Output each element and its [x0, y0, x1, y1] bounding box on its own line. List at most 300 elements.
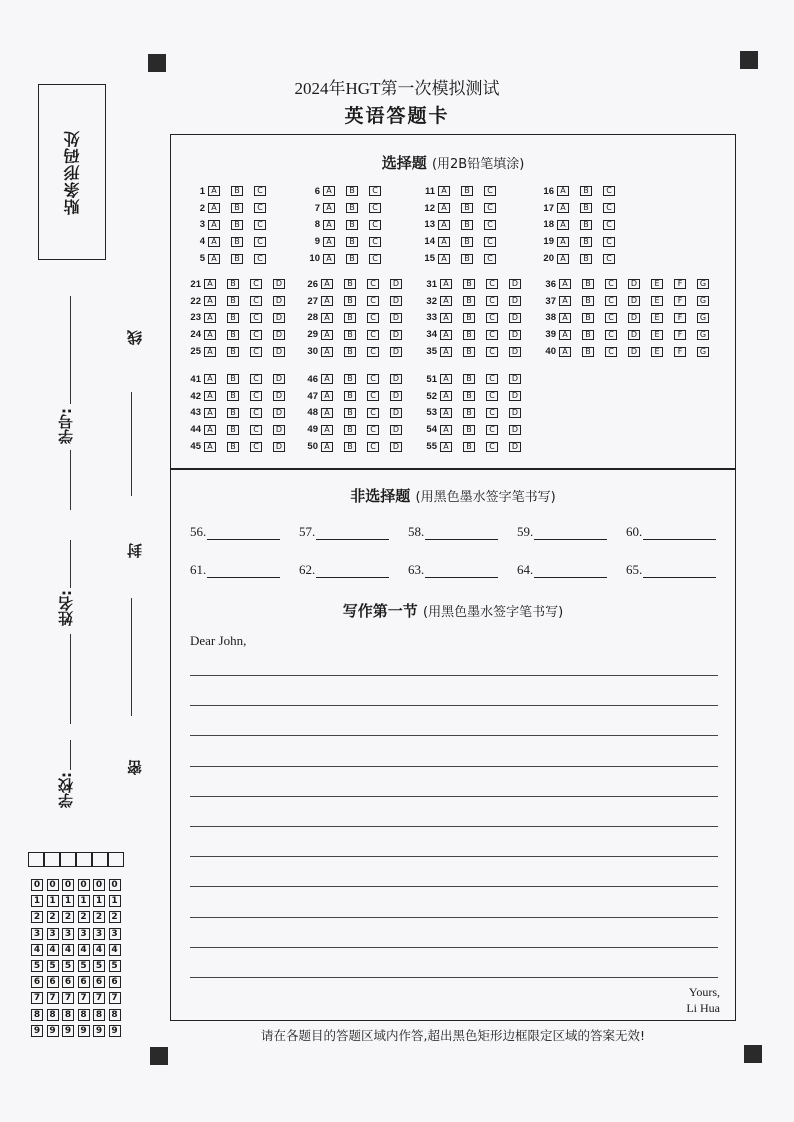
- id-digit-bubble[interactable]: 9: [31, 1025, 43, 1037]
- answer-bubble[interactable]: D: [628, 296, 640, 306]
- answer-bubble[interactable]: B: [346, 203, 358, 213]
- id-digit-bubble[interactable]: 7: [78, 992, 90, 1004]
- answer-bubble[interactable]: B: [344, 347, 356, 357]
- answer-bubble[interactable]: D: [273, 408, 285, 418]
- answer-bubble[interactable]: D: [509, 391, 521, 401]
- answer-bubble[interactable]: C: [486, 391, 498, 401]
- id-digit-bubble[interactable]: 6: [93, 976, 105, 988]
- answer-bubble[interactable]: A: [440, 313, 452, 323]
- id-write-box[interactable]: [44, 852, 60, 867]
- id-digit-bubble[interactable]: 8: [62, 1009, 74, 1021]
- answer-bubble[interactable]: C: [605, 279, 617, 289]
- answer-bubble[interactable]: F: [674, 296, 686, 306]
- answer-bubble[interactable]: B: [231, 254, 243, 264]
- answer-bubble[interactable]: A: [440, 279, 452, 289]
- answer-bubble[interactable]: B: [346, 186, 358, 196]
- answer-bubble[interactable]: B: [461, 237, 473, 247]
- answer-bubble[interactable]: A: [321, 391, 333, 401]
- id-digit-bubble[interactable]: 3: [31, 928, 43, 940]
- answer-bubble[interactable]: C: [250, 279, 262, 289]
- answer-bubble[interactable]: A: [557, 186, 569, 196]
- answer-bubble[interactable]: A: [438, 220, 450, 230]
- answer-bubble[interactable]: C: [605, 330, 617, 340]
- answer-bubble[interactable]: C: [484, 186, 496, 196]
- answer-bubble[interactable]: C: [367, 279, 379, 289]
- id-digit-bubble[interactable]: 4: [47, 944, 59, 956]
- answer-bubble[interactable]: C: [254, 186, 266, 196]
- id-digit-bubble[interactable]: 7: [31, 992, 43, 1004]
- answer-bubble[interactable]: D: [390, 374, 402, 384]
- answer-bubble[interactable]: D: [509, 408, 521, 418]
- answer-bubble[interactable]: C: [254, 254, 266, 264]
- answer-bubble[interactable]: B: [227, 296, 239, 306]
- id-digit-bubble[interactable]: 2: [78, 911, 90, 923]
- answer-bubble[interactable]: A: [204, 425, 216, 435]
- answer-bubble[interactable]: B: [463, 279, 475, 289]
- answer-bubble[interactable]: A: [321, 296, 333, 306]
- student-id-field[interactable]: [70, 296, 71, 404]
- answer-bubble[interactable]: C: [367, 296, 379, 306]
- answer-bubble[interactable]: B: [231, 237, 243, 247]
- answer-bubble[interactable]: B: [344, 313, 356, 323]
- answer-bubble[interactable]: A: [440, 330, 452, 340]
- answer-bubble[interactable]: A: [440, 442, 452, 452]
- answer-bubble[interactable]: A: [440, 391, 452, 401]
- answer-bubble[interactable]: C: [603, 237, 615, 247]
- answer-bubble[interactable]: C: [605, 347, 617, 357]
- answer-bubble[interactable]: D: [509, 374, 521, 384]
- blank-64[interactable]: 64.: [517, 562, 626, 578]
- answer-bubble[interactable]: C: [486, 408, 498, 418]
- id-digit-bubble[interactable]: 1: [109, 895, 121, 907]
- answer-bubble[interactable]: G: [697, 313, 709, 323]
- id-digit-bubble[interactable]: 6: [78, 976, 90, 988]
- answer-bubble[interactable]: C: [603, 203, 615, 213]
- answer-bubble[interactable]: C: [486, 442, 498, 452]
- id-digit-bubble[interactable]: 8: [47, 1009, 59, 1021]
- answer-bubble[interactable]: C: [369, 254, 381, 264]
- id-digit-bubble[interactable]: 4: [78, 944, 90, 956]
- answer-bubble[interactable]: B: [463, 391, 475, 401]
- answer-bubble[interactable]: A: [321, 279, 333, 289]
- answer-bubble[interactable]: B: [580, 186, 592, 196]
- id-digit-bubble[interactable]: 0: [78, 879, 90, 891]
- answer-bubble[interactable]: A: [559, 330, 571, 340]
- answer-bubble[interactable]: C: [603, 220, 615, 230]
- answer-bubble[interactable]: C: [605, 296, 617, 306]
- answer-bubble[interactable]: A: [559, 313, 571, 323]
- answer-bubble[interactable]: B: [344, 374, 356, 384]
- answer-bubble[interactable]: D: [509, 425, 521, 435]
- answer-bubble[interactable]: D: [273, 313, 285, 323]
- id-digit-bubble[interactable]: 2: [62, 911, 74, 923]
- answer-bubble[interactable]: B: [227, 313, 239, 323]
- writing-line[interactable]: [190, 766, 718, 767]
- answer-bubble[interactable]: F: [674, 347, 686, 357]
- id-digit-bubble[interactable]: 0: [31, 879, 43, 891]
- answer-bubble[interactable]: B: [463, 374, 475, 384]
- id-digit-bubble[interactable]: 6: [47, 976, 59, 988]
- id-digit-bubble[interactable]: 3: [109, 928, 121, 940]
- answer-bubble[interactable]: C: [603, 254, 615, 264]
- answer-bubble[interactable]: B: [463, 313, 475, 323]
- answer-bubble[interactable]: B: [227, 425, 239, 435]
- answer-bubble[interactable]: E: [651, 279, 663, 289]
- answer-bubble[interactable]: A: [204, 313, 216, 323]
- blank-62[interactable]: 62.: [299, 562, 408, 578]
- id-digit-bubble[interactable]: 7: [47, 992, 59, 1004]
- answer-bubble[interactable]: B: [461, 220, 473, 230]
- id-digit-bubble[interactable]: 8: [109, 1009, 121, 1021]
- id-digit-bubble[interactable]: 2: [31, 911, 43, 923]
- id-digit-bubble[interactable]: 5: [47, 960, 59, 972]
- answer-bubble[interactable]: C: [250, 408, 262, 418]
- answer-bubble[interactable]: G: [697, 296, 709, 306]
- answer-bubble[interactable]: B: [231, 186, 243, 196]
- answer-bubble[interactable]: D: [390, 279, 402, 289]
- id-digit-bubble[interactable]: 8: [31, 1009, 43, 1021]
- id-digit-bubble[interactable]: 3: [78, 928, 90, 940]
- id-digit-bubble[interactable]: 1: [47, 895, 59, 907]
- answer-bubble[interactable]: A: [440, 425, 452, 435]
- writing-line[interactable]: [190, 796, 718, 797]
- answer-bubble[interactable]: D: [390, 330, 402, 340]
- answer-bubble[interactable]: B: [346, 237, 358, 247]
- answer-bubble[interactable]: C: [367, 442, 379, 452]
- answer-bubble[interactable]: C: [250, 296, 262, 306]
- answer-bubble[interactable]: B: [580, 254, 592, 264]
- blank-60[interactable]: 60.: [626, 524, 735, 540]
- writing-line[interactable]: [190, 886, 718, 887]
- answer-bubble[interactable]: B: [463, 296, 475, 306]
- id-write-box[interactable]: [28, 852, 44, 867]
- answer-bubble[interactable]: E: [651, 330, 663, 340]
- answer-bubble[interactable]: C: [367, 347, 379, 357]
- answer-bubble[interactable]: B: [463, 442, 475, 452]
- answer-bubble[interactable]: F: [674, 313, 686, 323]
- answer-bubble[interactable]: A: [438, 186, 450, 196]
- answer-bubble[interactable]: D: [390, 313, 402, 323]
- id-digit-bubble[interactable]: 2: [47, 911, 59, 923]
- id-digit-bubble[interactable]: 0: [62, 879, 74, 891]
- answer-bubble[interactable]: D: [628, 330, 640, 340]
- answer-bubble[interactable]: A: [321, 330, 333, 340]
- answer-bubble[interactable]: A: [559, 347, 571, 357]
- answer-bubble[interactable]: D: [273, 347, 285, 357]
- answer-bubble[interactable]: A: [440, 296, 452, 306]
- id-digit-bubble[interactable]: 1: [78, 895, 90, 907]
- answer-bubble[interactable]: B: [463, 347, 475, 357]
- id-write-box[interactable]: [76, 852, 92, 867]
- answer-bubble[interactable]: A: [204, 279, 216, 289]
- answer-bubble[interactable]: C: [484, 220, 496, 230]
- answer-bubble[interactable]: C: [369, 203, 381, 213]
- id-digit-bubble[interactable]: 5: [78, 960, 90, 972]
- answer-bubble[interactable]: C: [250, 347, 262, 357]
- answer-bubble[interactable]: C: [250, 313, 262, 323]
- answer-bubble[interactable]: A: [440, 347, 452, 357]
- answer-bubble[interactable]: A: [208, 220, 220, 230]
- id-digit-bubble[interactable]: 6: [31, 976, 43, 988]
- answer-bubble[interactable]: C: [250, 391, 262, 401]
- id-digit-bubble[interactable]: 7: [93, 992, 105, 1004]
- id-digit-bubble[interactable]: 3: [47, 928, 59, 940]
- answer-bubble[interactable]: B: [580, 220, 592, 230]
- answer-bubble[interactable]: B: [582, 313, 594, 323]
- answer-bubble[interactable]: D: [509, 330, 521, 340]
- blank-59[interactable]: 59.: [517, 524, 626, 540]
- answer-bubble[interactable]: D: [509, 347, 521, 357]
- answer-bubble[interactable]: A: [208, 237, 220, 247]
- answer-bubble[interactable]: C: [250, 442, 262, 452]
- answer-bubble[interactable]: C: [484, 254, 496, 264]
- id-digit-bubble[interactable]: 0: [93, 879, 105, 891]
- answer-bubble[interactable]: A: [440, 408, 452, 418]
- answer-bubble[interactable]: B: [227, 347, 239, 357]
- answer-bubble[interactable]: D: [273, 330, 285, 340]
- answer-bubble[interactable]: A: [208, 203, 220, 213]
- id-digit-bubble[interactable]: 5: [93, 960, 105, 972]
- answer-bubble[interactable]: A: [321, 425, 333, 435]
- answer-bubble[interactable]: C: [367, 391, 379, 401]
- writing-line[interactable]: [190, 977, 718, 978]
- answer-bubble[interactable]: B: [461, 203, 473, 213]
- blank-56[interactable]: 56.: [190, 524, 299, 540]
- answer-bubble[interactable]: B: [227, 330, 239, 340]
- id-write-box[interactable]: [92, 852, 108, 867]
- answer-bubble[interactable]: E: [651, 296, 663, 306]
- answer-bubble[interactable]: B: [461, 186, 473, 196]
- answer-bubble[interactable]: B: [227, 279, 239, 289]
- id-digit-bubble[interactable]: 8: [93, 1009, 105, 1021]
- writing-line[interactable]: [190, 826, 718, 827]
- answer-bubble[interactable]: C: [484, 237, 496, 247]
- id-digit-bubble[interactable]: 7: [62, 992, 74, 1004]
- id-digit-bubble[interactable]: 6: [109, 976, 121, 988]
- answer-bubble[interactable]: D: [273, 296, 285, 306]
- answer-bubble[interactable]: D: [390, 296, 402, 306]
- answer-bubble[interactable]: A: [559, 279, 571, 289]
- answer-bubble[interactable]: A: [557, 203, 569, 213]
- answer-bubble[interactable]: G: [697, 347, 709, 357]
- id-digit-bubble[interactable]: 9: [62, 1025, 74, 1037]
- answer-bubble[interactable]: B: [344, 425, 356, 435]
- blank-57[interactable]: 57.: [299, 524, 408, 540]
- answer-bubble[interactable]: B: [461, 254, 473, 264]
- id-digit-bubble[interactable]: 1: [93, 895, 105, 907]
- writing-line[interactable]: [190, 917, 718, 918]
- answer-bubble[interactable]: B: [463, 330, 475, 340]
- answer-bubble[interactable]: A: [321, 347, 333, 357]
- answer-bubble[interactable]: D: [390, 442, 402, 452]
- answer-bubble[interactable]: C: [250, 330, 262, 340]
- answer-bubble[interactable]: A: [323, 203, 335, 213]
- id-digit-bubble[interactable]: 4: [93, 944, 105, 956]
- answer-bubble[interactable]: A: [204, 391, 216, 401]
- writing-line[interactable]: [190, 735, 718, 736]
- answer-bubble[interactable]: C: [369, 220, 381, 230]
- answer-bubble[interactable]: A: [321, 313, 333, 323]
- answer-bubble[interactable]: C: [250, 374, 262, 384]
- answer-bubble[interactable]: C: [486, 296, 498, 306]
- id-digit-bubble[interactable]: 7: [109, 992, 121, 1004]
- answer-bubble[interactable]: B: [463, 408, 475, 418]
- answer-bubble[interactable]: A: [323, 254, 335, 264]
- id-digit-bubble[interactable]: 4: [109, 944, 121, 956]
- answer-bubble[interactable]: A: [557, 254, 569, 264]
- answer-bubble[interactable]: C: [367, 313, 379, 323]
- answer-bubble[interactable]: A: [204, 408, 216, 418]
- answer-bubble[interactable]: B: [582, 330, 594, 340]
- answer-bubble[interactable]: G: [697, 330, 709, 340]
- answer-bubble[interactable]: D: [390, 408, 402, 418]
- answer-bubble[interactable]: C: [254, 237, 266, 247]
- answer-bubble[interactable]: D: [628, 279, 640, 289]
- answer-bubble[interactable]: A: [557, 237, 569, 247]
- id-digit-bubble[interactable]: 3: [93, 928, 105, 940]
- answer-bubble[interactable]: A: [438, 254, 450, 264]
- id-digit-bubble[interactable]: 0: [47, 879, 59, 891]
- writing-line[interactable]: [190, 675, 718, 676]
- answer-bubble[interactable]: C: [484, 203, 496, 213]
- id-digit-bubble[interactable]: 5: [62, 960, 74, 972]
- exam-id-write-boxes[interactable]: [28, 852, 124, 867]
- id-write-box[interactable]: [108, 852, 124, 867]
- answer-bubble[interactable]: C: [486, 347, 498, 357]
- answer-bubble[interactable]: B: [344, 391, 356, 401]
- name-field[interactable]: [70, 540, 71, 588]
- answer-bubble[interactable]: D: [273, 391, 285, 401]
- answer-bubble[interactable]: D: [273, 374, 285, 384]
- answer-bubble[interactable]: B: [227, 408, 239, 418]
- answer-bubble[interactable]: B: [582, 347, 594, 357]
- answer-bubble[interactable]: B: [582, 279, 594, 289]
- id-digit-bubble[interactable]: 2: [93, 911, 105, 923]
- answer-bubble[interactable]: A: [321, 374, 333, 384]
- answer-bubble[interactable]: F: [674, 279, 686, 289]
- answer-bubble[interactable]: C: [367, 374, 379, 384]
- answer-bubble[interactable]: B: [463, 425, 475, 435]
- answer-bubble[interactable]: A: [438, 203, 450, 213]
- answer-bubble[interactable]: A: [321, 442, 333, 452]
- id-digit-bubble[interactable]: 5: [31, 960, 43, 972]
- answer-bubble[interactable]: B: [344, 408, 356, 418]
- answer-bubble[interactable]: C: [486, 330, 498, 340]
- answer-bubble[interactable]: A: [204, 296, 216, 306]
- answer-bubble[interactable]: C: [367, 330, 379, 340]
- answer-bubble[interactable]: E: [651, 347, 663, 357]
- answer-bubble[interactable]: C: [486, 279, 498, 289]
- answer-bubble[interactable]: E: [651, 313, 663, 323]
- answer-bubble[interactable]: A: [323, 186, 335, 196]
- exam-id-bubble-grid[interactable]: [31, 877, 124, 1039]
- answer-bubble[interactable]: A: [323, 237, 335, 247]
- id-digit-bubble[interactable]: 9: [93, 1025, 105, 1037]
- answer-bubble[interactable]: C: [254, 203, 266, 213]
- answer-bubble[interactable]: A: [323, 220, 335, 230]
- answer-bubble[interactable]: A: [557, 220, 569, 230]
- answer-bubble[interactable]: C: [369, 237, 381, 247]
- answer-bubble[interactable]: B: [582, 296, 594, 306]
- answer-bubble[interactable]: A: [321, 408, 333, 418]
- writing-line[interactable]: [190, 947, 718, 948]
- answer-bubble[interactable]: D: [509, 442, 521, 452]
- answer-bubble[interactable]: D: [273, 442, 285, 452]
- answer-bubble[interactable]: D: [509, 313, 521, 323]
- id-digit-bubble[interactable]: 4: [31, 944, 43, 956]
- id-digit-bubble[interactable]: 0: [109, 879, 121, 891]
- answer-bubble[interactable]: D: [390, 425, 402, 435]
- answer-bubble[interactable]: D: [509, 296, 521, 306]
- answer-bubble[interactable]: D: [628, 347, 640, 357]
- answer-bubble[interactable]: B: [344, 330, 356, 340]
- answer-bubble[interactable]: B: [227, 391, 239, 401]
- answer-bubble[interactable]: A: [204, 330, 216, 340]
- blank-58[interactable]: 58.: [408, 524, 517, 540]
- school-field[interactable]: [70, 740, 71, 770]
- blank-65[interactable]: 65.: [626, 562, 735, 578]
- id-digit-bubble[interactable]: 9: [47, 1025, 59, 1037]
- id-write-box[interactable]: [60, 852, 76, 867]
- answer-bubble[interactable]: B: [344, 296, 356, 306]
- id-digit-bubble[interactable]: 2: [109, 911, 121, 923]
- answer-bubble[interactable]: A: [440, 374, 452, 384]
- id-digit-bubble[interactable]: 6: [62, 976, 74, 988]
- answer-bubble[interactable]: B: [346, 254, 358, 264]
- answer-bubble[interactable]: A: [204, 442, 216, 452]
- writing-line[interactable]: [190, 856, 718, 857]
- answer-bubble[interactable]: D: [509, 279, 521, 289]
- answer-bubble[interactable]: B: [344, 442, 356, 452]
- answer-bubble[interactable]: D: [390, 347, 402, 357]
- id-digit-bubble[interactable]: 3: [62, 928, 74, 940]
- answer-bubble[interactable]: B: [344, 279, 356, 289]
- answer-bubble[interactable]: C: [486, 425, 498, 435]
- answer-bubble[interactable]: B: [580, 203, 592, 213]
- writing-line[interactable]: [190, 705, 718, 706]
- answer-bubble[interactable]: B: [227, 442, 239, 452]
- answer-bubble[interactable]: B: [346, 220, 358, 230]
- answer-bubble[interactable]: F: [674, 330, 686, 340]
- answer-bubble[interactable]: A: [208, 186, 220, 196]
- student-id-field-lower[interactable]: [70, 450, 71, 510]
- id-digit-bubble[interactable]: 1: [62, 895, 74, 907]
- answer-bubble[interactable]: C: [250, 425, 262, 435]
- blank-61[interactable]: 61.: [190, 562, 299, 578]
- answer-bubble[interactable]: A: [204, 347, 216, 357]
- answer-bubble[interactable]: B: [231, 220, 243, 230]
- id-digit-bubble[interactable]: 5: [109, 960, 121, 972]
- answer-bubble[interactable]: C: [486, 313, 498, 323]
- answer-bubble[interactable]: B: [231, 203, 243, 213]
- answer-bubble[interactable]: C: [367, 425, 379, 435]
- answer-bubble[interactable]: A: [559, 296, 571, 306]
- answer-bubble[interactable]: B: [227, 374, 239, 384]
- answer-bubble[interactable]: A: [208, 254, 220, 264]
- answer-bubble[interactable]: B: [580, 237, 592, 247]
- answer-bubble[interactable]: D: [273, 279, 285, 289]
- answer-bubble[interactable]: A: [438, 237, 450, 247]
- answer-bubble[interactable]: A: [204, 374, 216, 384]
- name-field-lower[interactable]: [70, 634, 71, 724]
- blank-63[interactable]: 63.: [408, 562, 517, 578]
- answer-bubble[interactable]: C: [486, 374, 498, 384]
- answer-bubble[interactable]: D: [390, 391, 402, 401]
- answer-bubble[interactable]: C: [369, 186, 381, 196]
- answer-bubble[interactable]: C: [605, 313, 617, 323]
- id-digit-bubble[interactable]: 8: [78, 1009, 90, 1021]
- id-digit-bubble[interactable]: 9: [78, 1025, 90, 1037]
